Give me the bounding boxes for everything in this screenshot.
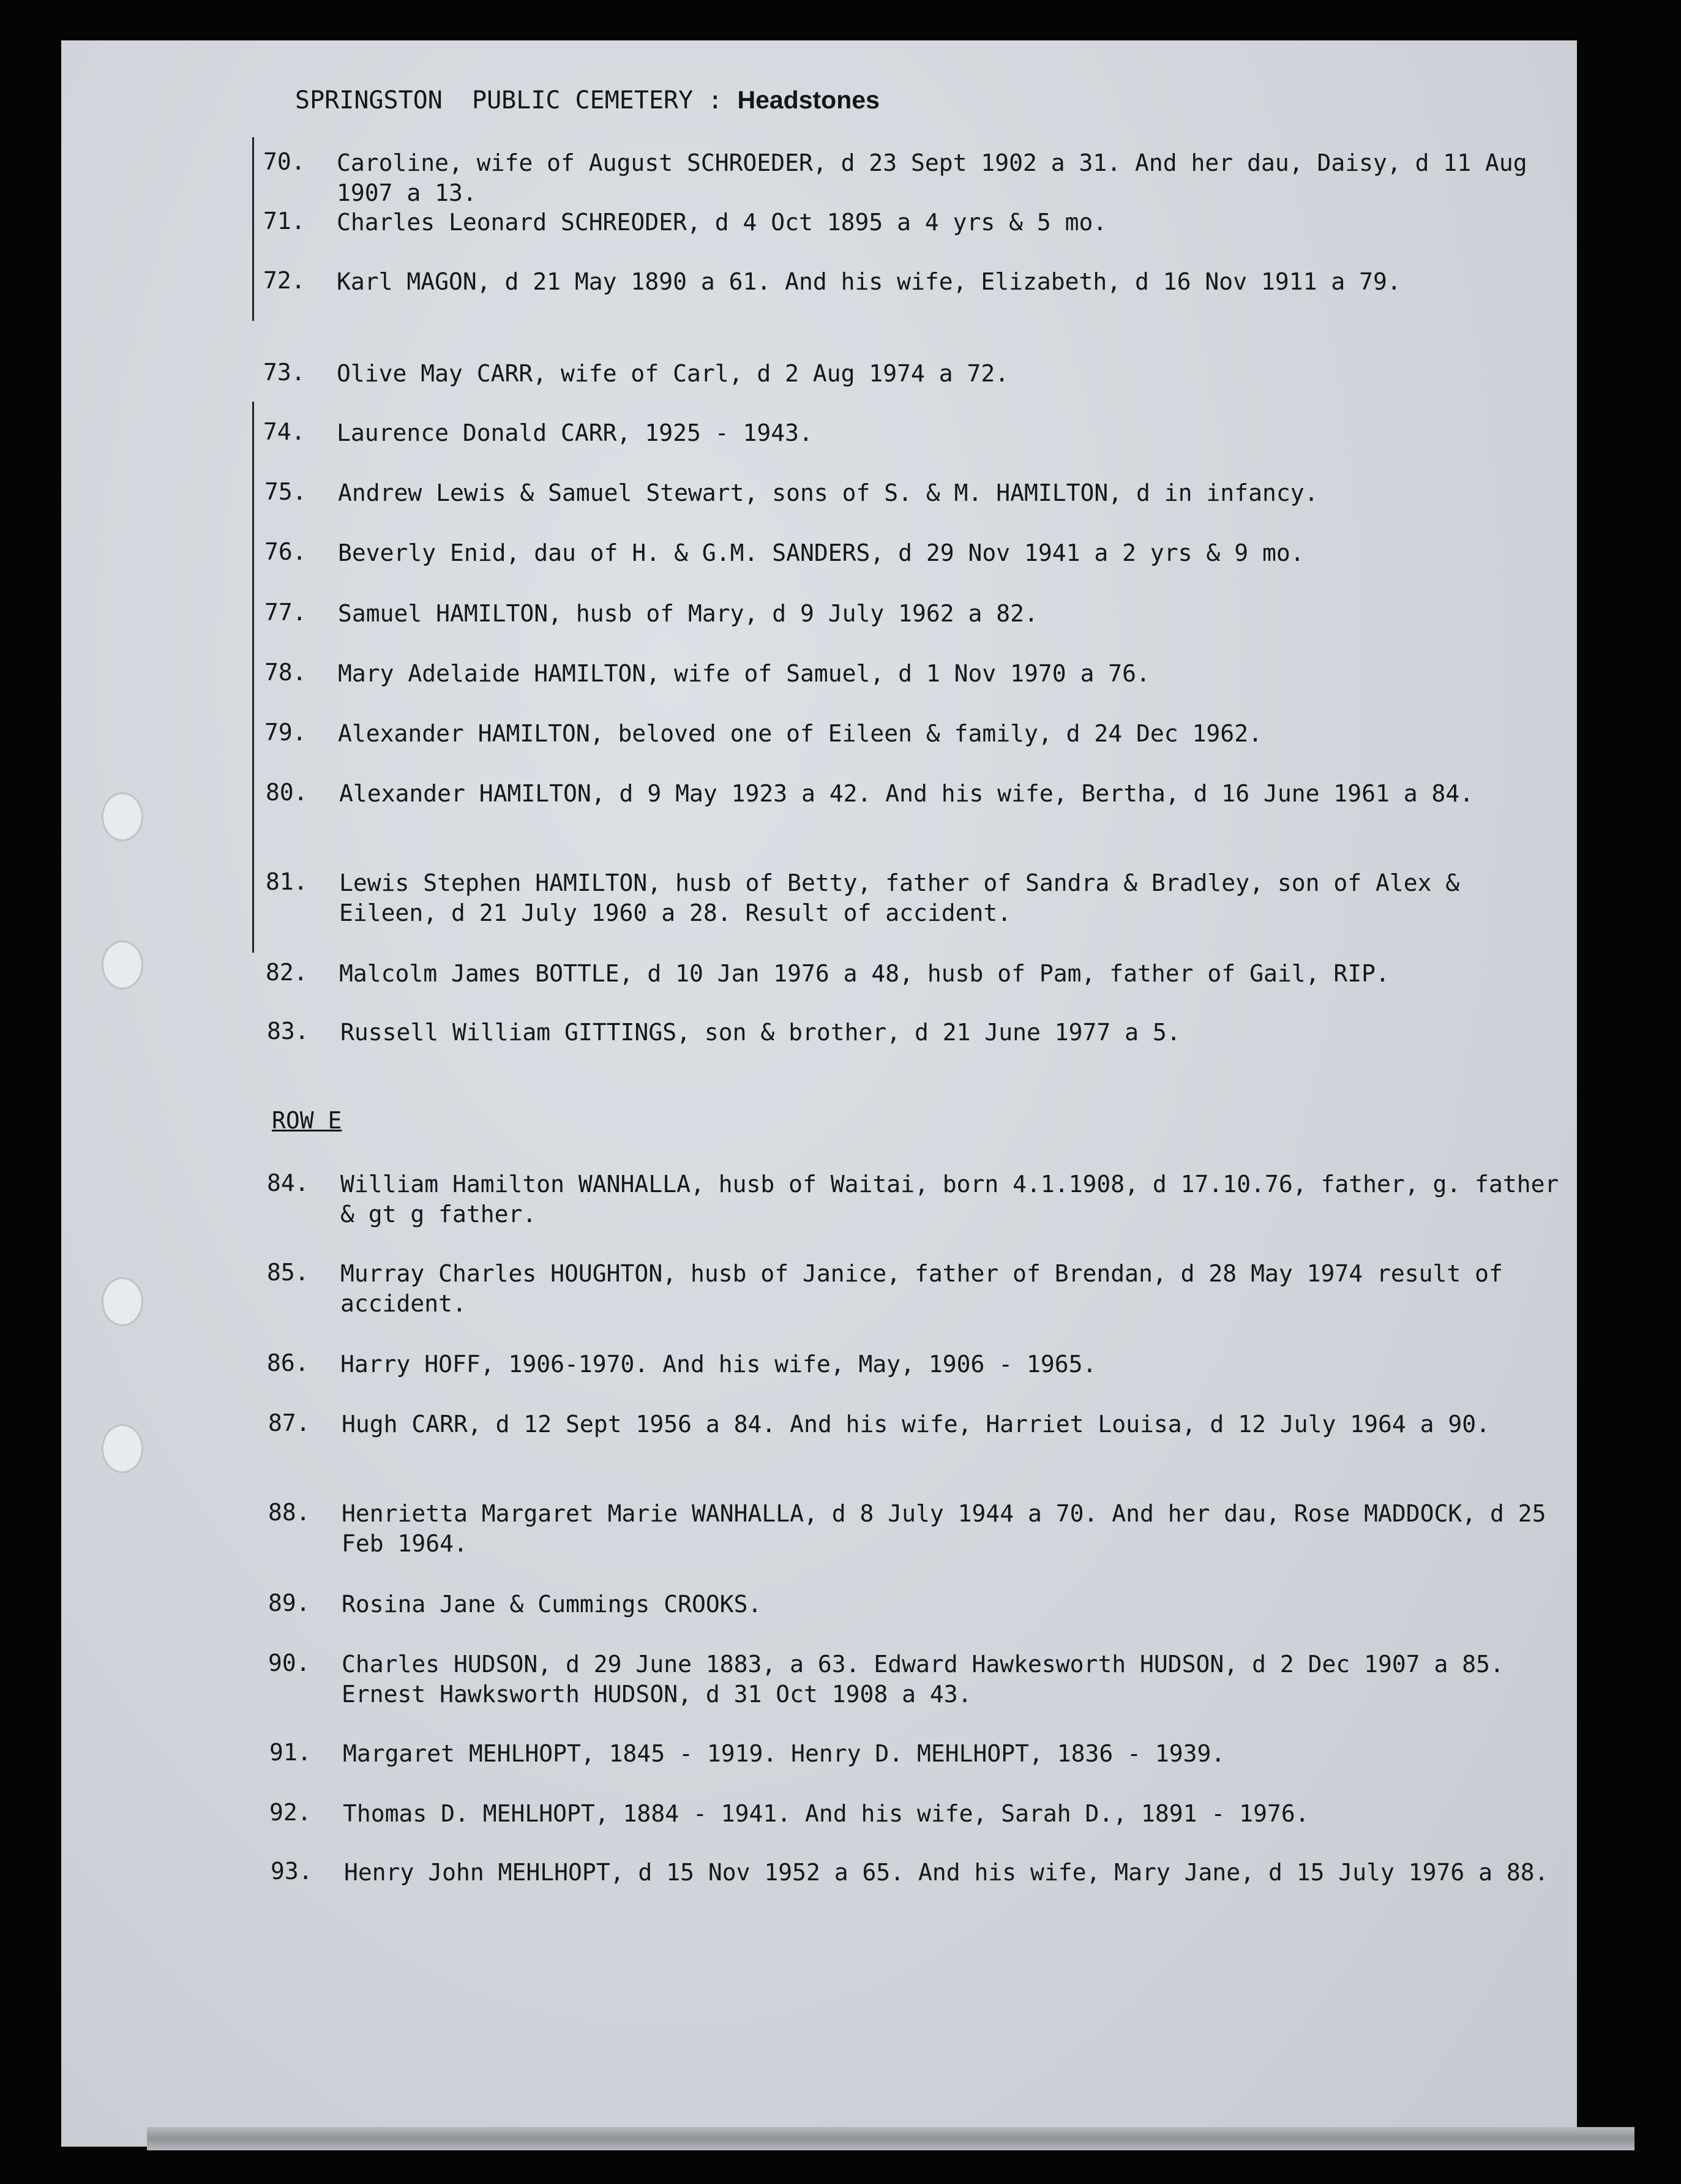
entry-number: 72. bbox=[263, 267, 305, 294]
entry-number: 70. bbox=[263, 148, 305, 175]
entry-number: 88. bbox=[268, 1499, 310, 1526]
entry-number: 83. bbox=[267, 1018, 309, 1045]
entry-number: 80. bbox=[266, 779, 308, 806]
entry-number: 73. bbox=[263, 359, 305, 386]
entry-number: 90. bbox=[268, 1649, 310, 1676]
entry-text: Beverly Enid, dau of H. & G.M. SANDERS, d 29 Nov 1941 a 2 yrs & 9 mo. bbox=[338, 539, 1305, 566]
entry-text: Alexander HAMILTON, beloved one of Eileen & family, d 24 Dec 1962. bbox=[338, 720, 1262, 747]
entry-text: Margaret MEHLHOPT, 1845 - 1919. Henry D. MEHLHOPT, 1836 - 1939. bbox=[343, 1740, 1226, 1767]
entry-text: Samuel HAMILTON, husb of Mary, d 9 July 1962 a 82. bbox=[338, 600, 1038, 627]
entry-text: Caroline, wife of August SCHROEDER, d 23 Sept 1902 a 31. And her dau, Daisy, d 11 Aug 1907 a 13. bbox=[337, 149, 1527, 206]
entry-number: 79. bbox=[264, 719, 307, 746]
title-text: SPRINGSTON PUBLIC CEMETERY : bbox=[295, 86, 738, 114]
entry-text: Henrietta Margaret Marie WANHALLA, d 8 July 1944 a 70. And her dau, Rose MADDOCK, d 25 Feb 1964. bbox=[342, 1500, 1546, 1557]
entry-text: Karl MAGON, d 21 May 1890 a 61. And his wife, Elizabeth, d 16 Nov 1911 a 79. bbox=[337, 268, 1401, 295]
entry-number: 85. bbox=[267, 1259, 309, 1286]
punch-hole bbox=[102, 940, 143, 989]
entry-text: Olive May CARR, wife of Carl, d 2 Aug 1974 a 72. bbox=[337, 360, 1009, 387]
entry-number: 82. bbox=[266, 959, 308, 986]
entry-number: 76. bbox=[264, 538, 307, 565]
entry-number: 84. bbox=[267, 1169, 309, 1196]
entry-text: Russell William GITTINGS, son & brother, d 21 June 1977 a 5. bbox=[340, 1019, 1181, 1046]
entry-text: Mary Adelaide HAMILTON, wife of Samuel, d 1 Nov 1970 a 76. bbox=[338, 660, 1150, 687]
group-bracket bbox=[252, 137, 254, 321]
entry-text: Malcolm James BOTTLE, d 10 Jan 1976 a 48, husb of Pam, father of Gail, RIP. bbox=[339, 960, 1390, 987]
entry-text: Charles HUDSON, d 29 June 1883, a 63. Edward Hawkesworth HUDSON, d 2 Dec 1907 a 85. Ernest Hawksworth HUDSON, d 31 Oct 1908 a 43. bbox=[342, 1651, 1504, 1708]
page-edge-shadow bbox=[147, 2127, 1634, 2150]
entry-text: Henry John MEHLHOPT, d 15 Nov 1952 a 65. And his wife, Mary Jane, d 15 July 1976 a 88. bbox=[344, 1859, 1549, 1886]
entry-text: Alexander HAMILTON, d 9 May 1923 a 42. And his wife, Bertha, d 16 June 1961 a 84. bbox=[339, 780, 1474, 807]
page-title bbox=[295, 86, 880, 114]
entry-text: Charles Leonard SCHREODER, d 4 Oct 1895 a 4 yrs & 5 mo. bbox=[337, 209, 1107, 236]
entry-number: 91. bbox=[269, 1739, 312, 1766]
punch-hole bbox=[102, 1424, 143, 1473]
punch-hole bbox=[102, 792, 143, 841]
entry-text: Rosina Jane & Cummings CROOKS. bbox=[342, 1591, 762, 1618]
entry-text: Hugh CARR, d 12 Sept 1956 a 84. And his wife, Harriet Louisa, d 12 July 1964 a 90. bbox=[342, 1411, 1490, 1438]
title-subtitle: Headstones bbox=[737, 86, 880, 114]
entry-text: William Hamilton WANHALLA, husb of Waitai, born 4.1.1908, d 17.10.76, father, g. father & gt g father. bbox=[340, 1171, 1559, 1228]
entry-number: 71. bbox=[263, 208, 305, 235]
punch-hole bbox=[102, 1277, 143, 1326]
entry-text: Laurence Donald CARR, 1925 - 1943. bbox=[337, 419, 813, 446]
entry-number: 92. bbox=[269, 1799, 312, 1826]
entry-text: Harry HOFF, 1906-1970. And his wife, May, 1906 - 1965. bbox=[340, 1351, 1097, 1378]
entry-text: Andrew Lewis & Samuel Stewart, sons of S. & M. HAMILTON, d in infancy. bbox=[338, 479, 1319, 506]
entry-number: 81. bbox=[266, 868, 308, 895]
entry-number: 89. bbox=[268, 1589, 310, 1616]
entry-text: Lewis Stephen HAMILTON, husb of Betty, father of Sandra & Bradley, son of Alex & Eileen, d 21 July 1960 a 28. Result of accident. bbox=[339, 869, 1460, 926]
entry-number: 77. bbox=[264, 599, 307, 626]
entry-number: 75. bbox=[264, 478, 307, 505]
group-bracket bbox=[252, 500, 254, 953]
entry-number: 87. bbox=[268, 1409, 310, 1436]
entry-number: 74. bbox=[263, 418, 305, 445]
document-page bbox=[61, 40, 1577, 2147]
row-heading: ROW E bbox=[272, 1107, 342, 1134]
entry-number: 93. bbox=[271, 1858, 313, 1885]
entry-number: 86. bbox=[267, 1349, 309, 1376]
entry-text: Murray Charles HOUGHTON, husb of Janice, father of Brendan, d 28 May 1974 result of accident. bbox=[340, 1260, 1503, 1317]
entry-number: 78. bbox=[264, 659, 307, 686]
entry-text: Thomas D. MEHLHOPT, 1884 - 1941. And his wife, Sarah D., 1891 - 1976. bbox=[343, 1800, 1309, 1827]
